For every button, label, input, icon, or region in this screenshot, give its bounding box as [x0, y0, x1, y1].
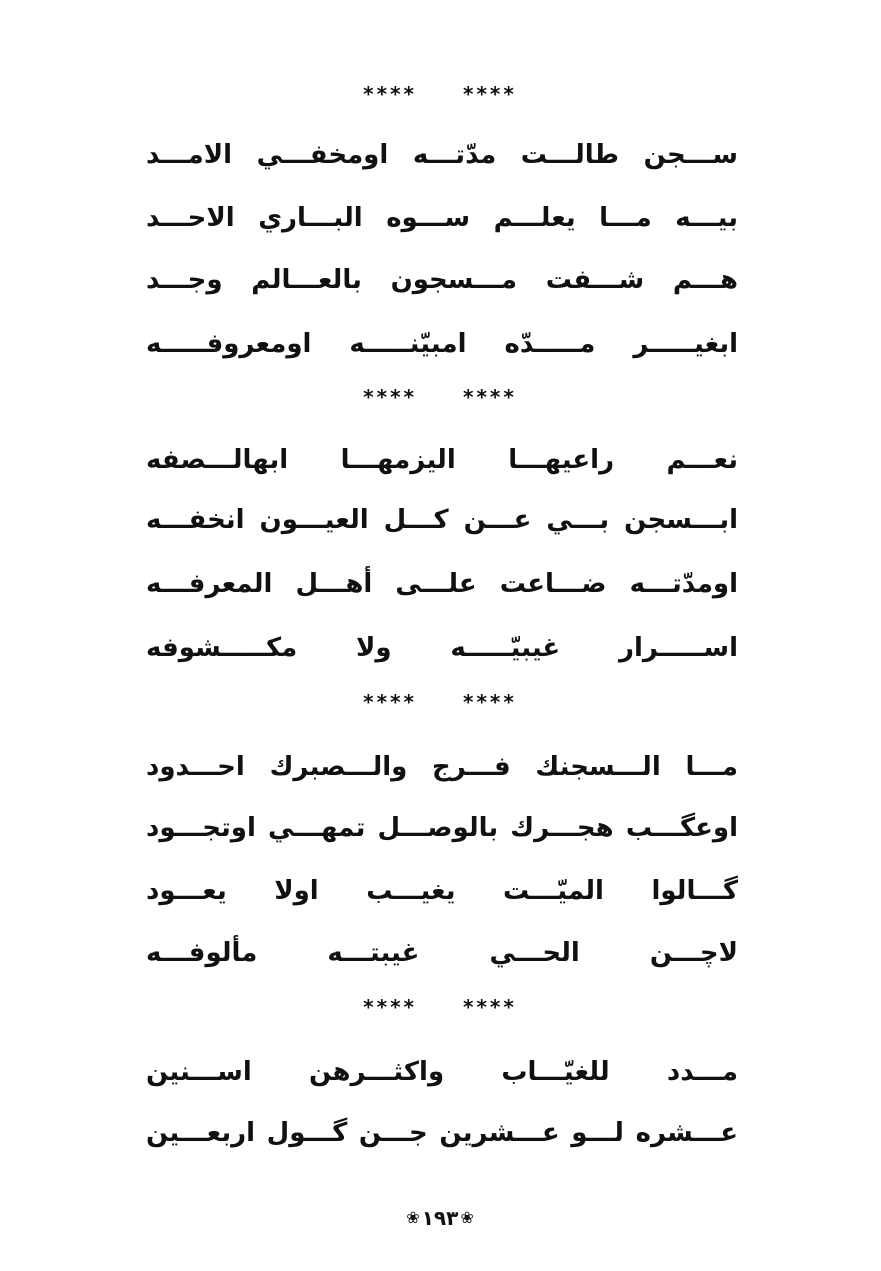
- verse-line: لاچـــن الحـــي غيبتـــه مألوفـــه: [146, 938, 738, 968]
- ornament-icon: ❀: [460, 1208, 474, 1227]
- ornament-icon: ❀: [406, 1208, 420, 1227]
- separator-stars-right: ****: [463, 690, 517, 714]
- verse-line: اومدّتـــه ضـــاعت علـــى أهـــل المعرفـــه: [146, 569, 738, 599]
- verse-line: هـــم شـــفت مـــسجون بالعـــالم وجـــد: [146, 265, 738, 295]
- separator-stars-left: ****: [363, 995, 417, 1019]
- verse-line: نعـــم راعيهـــا اليزمهـــا ابهالـــصفه: [146, 445, 738, 475]
- verse-line: اســـــرار غيبيّـــــه ولا مكـــــشوفه: [146, 633, 738, 663]
- verse-line: اوعگـــب هجـــرك بالوصـــل تمهـــي اوتجـــود: [146, 813, 738, 843]
- page-number-footer: [400, 1200, 480, 1236]
- verse-line: مـــا الـــسجنك فـــرج والـــصبرك احـــدود: [146, 752, 738, 782]
- separator-stars-right: ****: [463, 995, 517, 1019]
- verse-line: عـــشره لـــو عـــشرين جـــن گـــول اربعـــين: [146, 1118, 738, 1148]
- separator-stars-right: ****: [463, 82, 517, 106]
- separator-stars-right: ****: [463, 385, 517, 409]
- page-number: ١٩٣: [421, 1206, 459, 1230]
- verse-line: ســـجن طالـــت مدّتـــه اومخفـــي الامـــد: [146, 140, 738, 170]
- separator-stars-left: ****: [363, 690, 417, 714]
- stanza-separator: [330, 689, 550, 715]
- stanza-separator: [330, 994, 550, 1020]
- verse-line: مـــدد للغيّـــاب واكثـــرهن اســـنين: [146, 1057, 738, 1087]
- verse-line: گـــالوا الميّـــت يغيـــب اولا يعـــود: [146, 876, 738, 906]
- stanza-separator: [330, 81, 550, 107]
- separator-stars-left: ****: [363, 82, 417, 106]
- stanza-separator: [330, 384, 550, 410]
- verse-line: ابـــسجن بـــي عـــن كـــل العيـــون انخفـــه: [146, 505, 738, 535]
- verse-line: بيـــه مـــا يعلـــم ســـوه البـــاري الاحـــد: [146, 203, 738, 233]
- separator-stars-left: ****: [363, 385, 417, 409]
- verse-line: ابغيـــــر مـــــدّه امبيّنـــــه اومعروفـــــه: [146, 329, 738, 359]
